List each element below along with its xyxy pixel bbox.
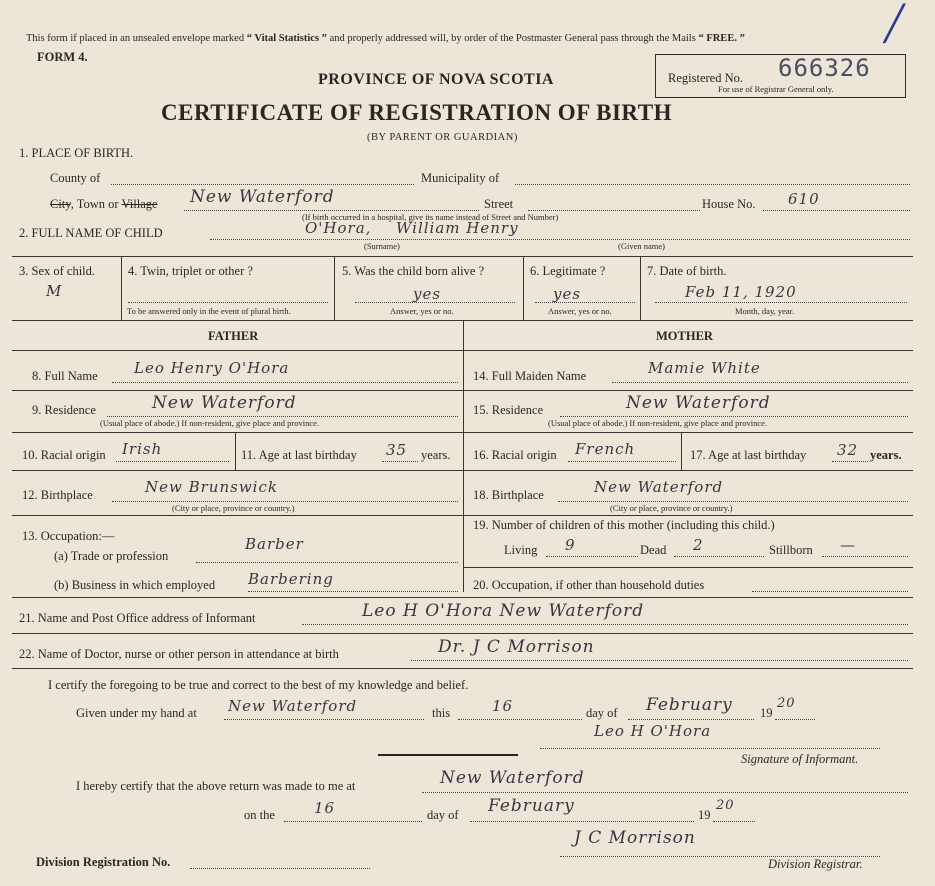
doctor-value: Dr. J C Morrison: [438, 637, 595, 657]
mother-age-value: 32: [837, 441, 859, 459]
given-year-value: 20: [777, 696, 796, 711]
blue-pen-mark-icon: ╱: [884, 6, 905, 43]
divider-mother-3: [463, 470, 913, 471]
page-subtitle: (BY PARENT OR GUARDIAN): [367, 132, 518, 143]
child-name-label: 2. FULL NAME OF CHILD: [19, 226, 163, 240]
given-name-note: (Given name): [618, 241, 665, 251]
given-place-line: [224, 719, 424, 720]
division-registrar-label: Division Registrar.: [768, 857, 863, 871]
mother-residence-label: 15. Residence: [473, 403, 544, 417]
dead-value: 2: [693, 536, 704, 554]
surname-note: (Surname): [364, 241, 400, 251]
given-year-line: [775, 719, 815, 720]
mother-racial-label: 16. Racial origin: [473, 448, 557, 462]
place-of-birth-label: 1. PLACE OF BIRTH.: [19, 146, 134, 160]
legitimate-value: yes: [553, 285, 582, 303]
province-heading: PROVINCE OF NOVA SCOTIA: [318, 71, 554, 88]
street-label: Street: [484, 197, 514, 211]
divider-father-2: [12, 432, 463, 433]
informant-label: 21. Name and Post Office address of Informant: [19, 611, 256, 625]
page-title: CERTIFICATE OF REGISTRATION OF BIRTH: [161, 100, 672, 125]
signature-of-informant-label: Signature of Informant.: [741, 752, 859, 766]
divider-row3-top: [12, 256, 913, 257]
date-of-birth-line: [655, 302, 907, 303]
mother-birthplace-line: [558, 501, 908, 502]
registered-label: Registered No.: [668, 71, 743, 85]
mother-occupation-line: [752, 591, 908, 592]
parents-center-divider: [463, 320, 464, 592]
divider-mother-5: [463, 567, 913, 568]
dead-label: Dead: [640, 543, 667, 557]
mother-residence-line: [560, 416, 908, 417]
registrar-signature: J C Morrison: [574, 828, 696, 848]
mother-age-unit: years.: [870, 448, 902, 462]
divider-doctor-bottom: [12, 668, 913, 669]
divider-father-1: [12, 390, 463, 391]
divider-v-1: [121, 256, 122, 320]
given-day-of-label: day of: [586, 706, 618, 720]
registrar-place-line: [422, 792, 908, 793]
divider-informant-top: [12, 597, 913, 598]
divider-mother-2: [463, 432, 913, 433]
father-racial-value: Irish: [122, 440, 163, 458]
sex-value: M: [46, 282, 63, 300]
mother-birthplace-label: 18. Birthplace: [473, 488, 544, 502]
given-month-value: February: [646, 695, 733, 715]
living-label: Living: [504, 543, 538, 557]
divider-v-3: [523, 256, 524, 320]
registrar-month-line: [470, 821, 694, 822]
certify-statement: I certify the foregoing to be true and correct to the best of my knowledge and belief.: [48, 678, 469, 692]
city-value: New Waterford: [190, 187, 335, 207]
informant-signature: Leo H O'Hora: [594, 722, 712, 740]
registrar-day-of-label: day of: [427, 808, 459, 822]
registrar-day-value: 16: [314, 799, 336, 817]
mother-name-label: 14. Full Maiden Name: [473, 369, 587, 383]
legitimate-label: 6. Legitimate ?: [530, 264, 606, 278]
father-age-line: [382, 461, 418, 462]
registrar-year-prefix: 19: [698, 808, 711, 822]
child-given-value: William Henry: [396, 219, 519, 237]
registrar-year-value: 20: [716, 798, 735, 813]
registered-note: For use of Registrar General only.: [718, 84, 834, 94]
registrar-statement: I hereby certify that the above return was made to me at: [76, 779, 356, 793]
father-occupation-label: 13. Occupation:—: [22, 529, 115, 543]
mother-name-value: Mamie White: [648, 359, 761, 377]
mailing-notice: [26, 33, 745, 44]
village-struck: Village: [121, 197, 158, 211]
divider-mother-4: [463, 515, 913, 516]
house-number-value: 610: [788, 190, 820, 208]
mother-racial-line: [568, 461, 676, 462]
divider-v-2: [334, 256, 335, 320]
notice-free: “ FREE. ”: [698, 33, 745, 44]
father-residence-label: 9. Residence: [32, 403, 96, 417]
mother-birthplace-value: New Waterford: [594, 478, 724, 496]
legitimate-note: Answer, yes or no.: [548, 306, 612, 316]
town-or: , Town or: [70, 197, 119, 211]
registered-number-value: 666326: [778, 54, 871, 82]
division-registration-label: Division Registration No.: [36, 855, 171, 869]
stillborn-value: —: [840, 536, 856, 554]
separator-rule: [378, 754, 518, 756]
county-line: [111, 184, 414, 185]
father-birthplace-label: 12. Birthplace: [22, 488, 93, 502]
alive-value: yes: [413, 285, 442, 303]
father-birthplace-line: [112, 501, 458, 502]
father-business-value: Barbering: [248, 570, 334, 588]
this-label: this: [432, 706, 451, 720]
mother-residence-value: New Waterford: [626, 393, 771, 413]
dead-line: [674, 556, 764, 557]
divider-v-4: [640, 256, 641, 320]
father-business-label: (b) Business in which employed: [54, 578, 216, 592]
doctor-line: [411, 660, 908, 661]
city-struck: City: [50, 197, 71, 211]
child-surname-value: O'Hora,: [305, 219, 372, 237]
father-name-value: Leo Henry O'Hora: [134, 359, 290, 377]
given-place-value: New Waterford: [228, 697, 358, 715]
mother-birthplace-note: (City or place, province or country.): [610, 503, 733, 513]
father-trade-value: Barber: [245, 535, 304, 553]
divider-parents-head: [12, 350, 913, 351]
father-name-line: [112, 382, 458, 383]
house-number-label: House No.: [702, 197, 756, 211]
child-name-line: [210, 239, 910, 240]
mother-children-label: 19. Number of children of this mother (including this child.): [473, 518, 775, 532]
divider-father-3: [12, 470, 463, 471]
county-label: County of: [50, 171, 101, 185]
father-racial-label: 10. Racial origin: [22, 448, 106, 462]
notice-prefix: This form if placed in an unsealed envelope marked: [26, 33, 245, 44]
street-line: [528, 210, 700, 211]
mother-heading: MOTHER: [656, 329, 713, 343]
mother-age-line: [832, 461, 868, 462]
divider-father-age: [235, 432, 236, 470]
municipality-line: [515, 184, 910, 185]
mother-racial-value: French: [575, 440, 636, 458]
mother-occupation-label: 20. Occupation, if other than household duties: [473, 578, 705, 592]
stillborn-line: [822, 556, 908, 557]
registrar-day-line: [284, 821, 422, 822]
alive-note: Answer, yes or no.: [390, 306, 454, 316]
father-trade-label: (a) Trade or profession: [54, 549, 169, 563]
divider-father-4: [12, 515, 463, 516]
twin-line: [128, 302, 328, 303]
divider-mother-age: [681, 432, 682, 470]
city-line: [184, 210, 479, 211]
registrar-month-value: February: [488, 796, 575, 816]
date-of-birth-label: 7. Date of birth.: [647, 264, 727, 278]
date-of-birth-value: Feb 11, 1920: [685, 283, 797, 301]
legitimate-line: [535, 302, 635, 303]
father-age-value: 35: [386, 441, 408, 459]
informant-signature-line: [540, 748, 880, 749]
father-age-label: 11. Age at last birthday: [241, 448, 357, 462]
alive-label: 5. Was the child born alive ?: [342, 264, 485, 278]
given-day-line: [458, 719, 582, 720]
mother-age-label: 17. Age at last birthday: [690, 448, 807, 462]
given-under-label: Given under my hand at: [76, 706, 197, 720]
mother-name-line: [612, 382, 908, 383]
father-age-unit: years.: [421, 448, 451, 462]
date-of-birth-note: Month, day, year.: [735, 306, 795, 316]
given-day-value: 16: [492, 697, 514, 715]
father-residence-value: New Waterford: [152, 393, 297, 413]
given-month-line: [628, 719, 754, 720]
divider-informant-bottom: [12, 633, 913, 634]
father-name-label: 8. Full Name: [32, 369, 98, 383]
sex-label: 3. Sex of child.: [19, 264, 96, 278]
father-birthplace-value: New Brunswick: [145, 478, 278, 496]
stillborn-label: Stillborn: [769, 543, 813, 557]
living-value: 9: [565, 536, 576, 554]
municipality-label: Municipality of: [421, 171, 500, 185]
city-town-village-label: [50, 197, 158, 212]
form-number: FORM 4.: [37, 50, 88, 64]
living-line: [546, 556, 638, 557]
father-residence-line: [107, 416, 458, 417]
divider-mother-1: [463, 390, 913, 391]
notice-suffix: and properly addressed will, by order of the Postmaster General pass through the Mails: [329, 33, 696, 44]
mother-residence-note: (Usual place of abode.) If non-resident, give place and province.: [548, 418, 768, 428]
hospital-note: (If birth occurred in a hospital, give its name instead of Street and Number): [302, 212, 559, 222]
father-birthplace-note: (City or place, province or country.): [172, 503, 295, 513]
registrar-year-line: [713, 821, 755, 822]
father-business-line: [248, 591, 458, 592]
twin-note: To be answered only in the event of plural birth.: [127, 306, 291, 316]
father-residence-note: (Usual place of abode.) If non-resident, give place and province.: [100, 418, 320, 428]
twin-label: 4. Twin, triplet or other ?: [128, 264, 253, 278]
doctor-label: 22. Name of Doctor, nurse or other person in attendance at birth: [19, 647, 339, 661]
informant-line: [302, 624, 908, 625]
informant-value: Leo H O'Hora New Waterford: [362, 601, 645, 621]
father-heading: FATHER: [208, 329, 259, 343]
division-registration-line: [190, 868, 370, 869]
given-year-prefix: 19: [760, 706, 773, 720]
registrar-place-value: New Waterford: [440, 768, 585, 788]
notice-quoted: “ Vital Statistics ”: [246, 33, 327, 44]
father-racial-line: [116, 461, 229, 462]
father-trade-line: [196, 562, 458, 563]
registrar-on-the-label: on the: [244, 808, 275, 822]
house-line: [763, 210, 910, 211]
